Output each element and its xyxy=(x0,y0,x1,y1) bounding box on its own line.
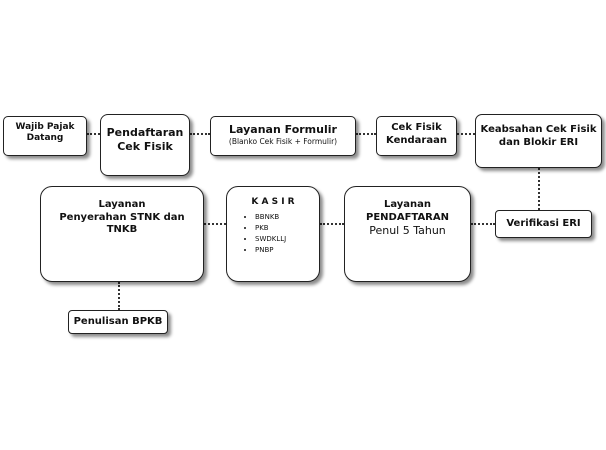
connector-keabsahan-to-verifikasi xyxy=(538,168,540,210)
node-wajib-pajak-line1: Wajib Pajak xyxy=(15,122,75,132)
node-cekfisik-line1: Cek Fisik xyxy=(391,122,442,133)
node-pendaftaran5-line1: Layanan xyxy=(383,199,432,210)
kasir-item: • PNBP xyxy=(255,245,319,256)
connector-penyerahan-to-bpkb xyxy=(118,282,120,310)
node-keabsahan-line1: Keabsahan Cek Fisik xyxy=(480,124,597,135)
node-kasir-title: K A S I R xyxy=(251,197,295,207)
node-keabsahan-line2: dan Blokir ERI xyxy=(498,136,579,148)
kasir-item: • PKB xyxy=(255,223,319,234)
connector-pendaftaran-to-kasir xyxy=(320,223,344,225)
node-layanan-formulir xyxy=(210,116,356,156)
node-penyerahan-line2: Penyerahan STNK dan xyxy=(59,211,185,223)
connector-wajib-to-pendaftaran xyxy=(87,133,100,135)
node-pendaftaran5-line2: PENDAFTARAN xyxy=(366,211,449,223)
node-pendaftaran-cek-fisik xyxy=(100,114,190,176)
node-layanan-penyerahan xyxy=(40,186,204,282)
node-pendaftaran5-line3: Penul 5 Tahun xyxy=(369,224,446,237)
kasir-item-list xyxy=(227,212,319,255)
connector-kasir-to-penyerahan xyxy=(204,223,226,225)
node-wajib-pajak-line2: Datang xyxy=(26,133,64,144)
node-formulir-title: Layanan Formulir xyxy=(229,123,337,136)
connector-verifikasi-to-pendaftaran xyxy=(471,223,495,225)
connector-cekfisik-to-keabsahan xyxy=(457,133,475,135)
node-bpkb-label: Penulisan BPKB xyxy=(73,316,163,327)
node-penulisan-bpkb xyxy=(68,310,168,334)
node-keabsahan-cek-fisik xyxy=(475,114,602,168)
node-layanan-pendaftaran xyxy=(344,186,471,282)
node-kasir xyxy=(226,186,320,282)
kasir-item: • SWDKLLJ xyxy=(255,234,319,245)
node-pendaftaran-line1: Pendaftaran xyxy=(106,126,184,139)
node-penyerahan-line3: TNKB xyxy=(106,224,138,235)
connector-pendaftaran-to-formulir xyxy=(190,133,210,135)
node-verifikasi-eri xyxy=(495,210,592,238)
node-penyerahan-line1: Layanan xyxy=(98,199,146,210)
node-wajib-pajak-datang xyxy=(3,116,87,156)
node-formulir-sub: (Blanko Cek Fisik + Formulir) xyxy=(228,136,338,146)
connector-formulir-to-cekfisik xyxy=(356,133,376,135)
node-cekfisik-line2: Kendaraan xyxy=(386,134,447,146)
kasir-item: • BBNKB xyxy=(255,212,319,223)
node-pendaftaran-line2: Cek Fisik xyxy=(117,139,173,153)
node-cek-fisik-kendaraan xyxy=(376,116,457,156)
node-verifikasi-label: Verifikasi ERI xyxy=(506,218,581,229)
